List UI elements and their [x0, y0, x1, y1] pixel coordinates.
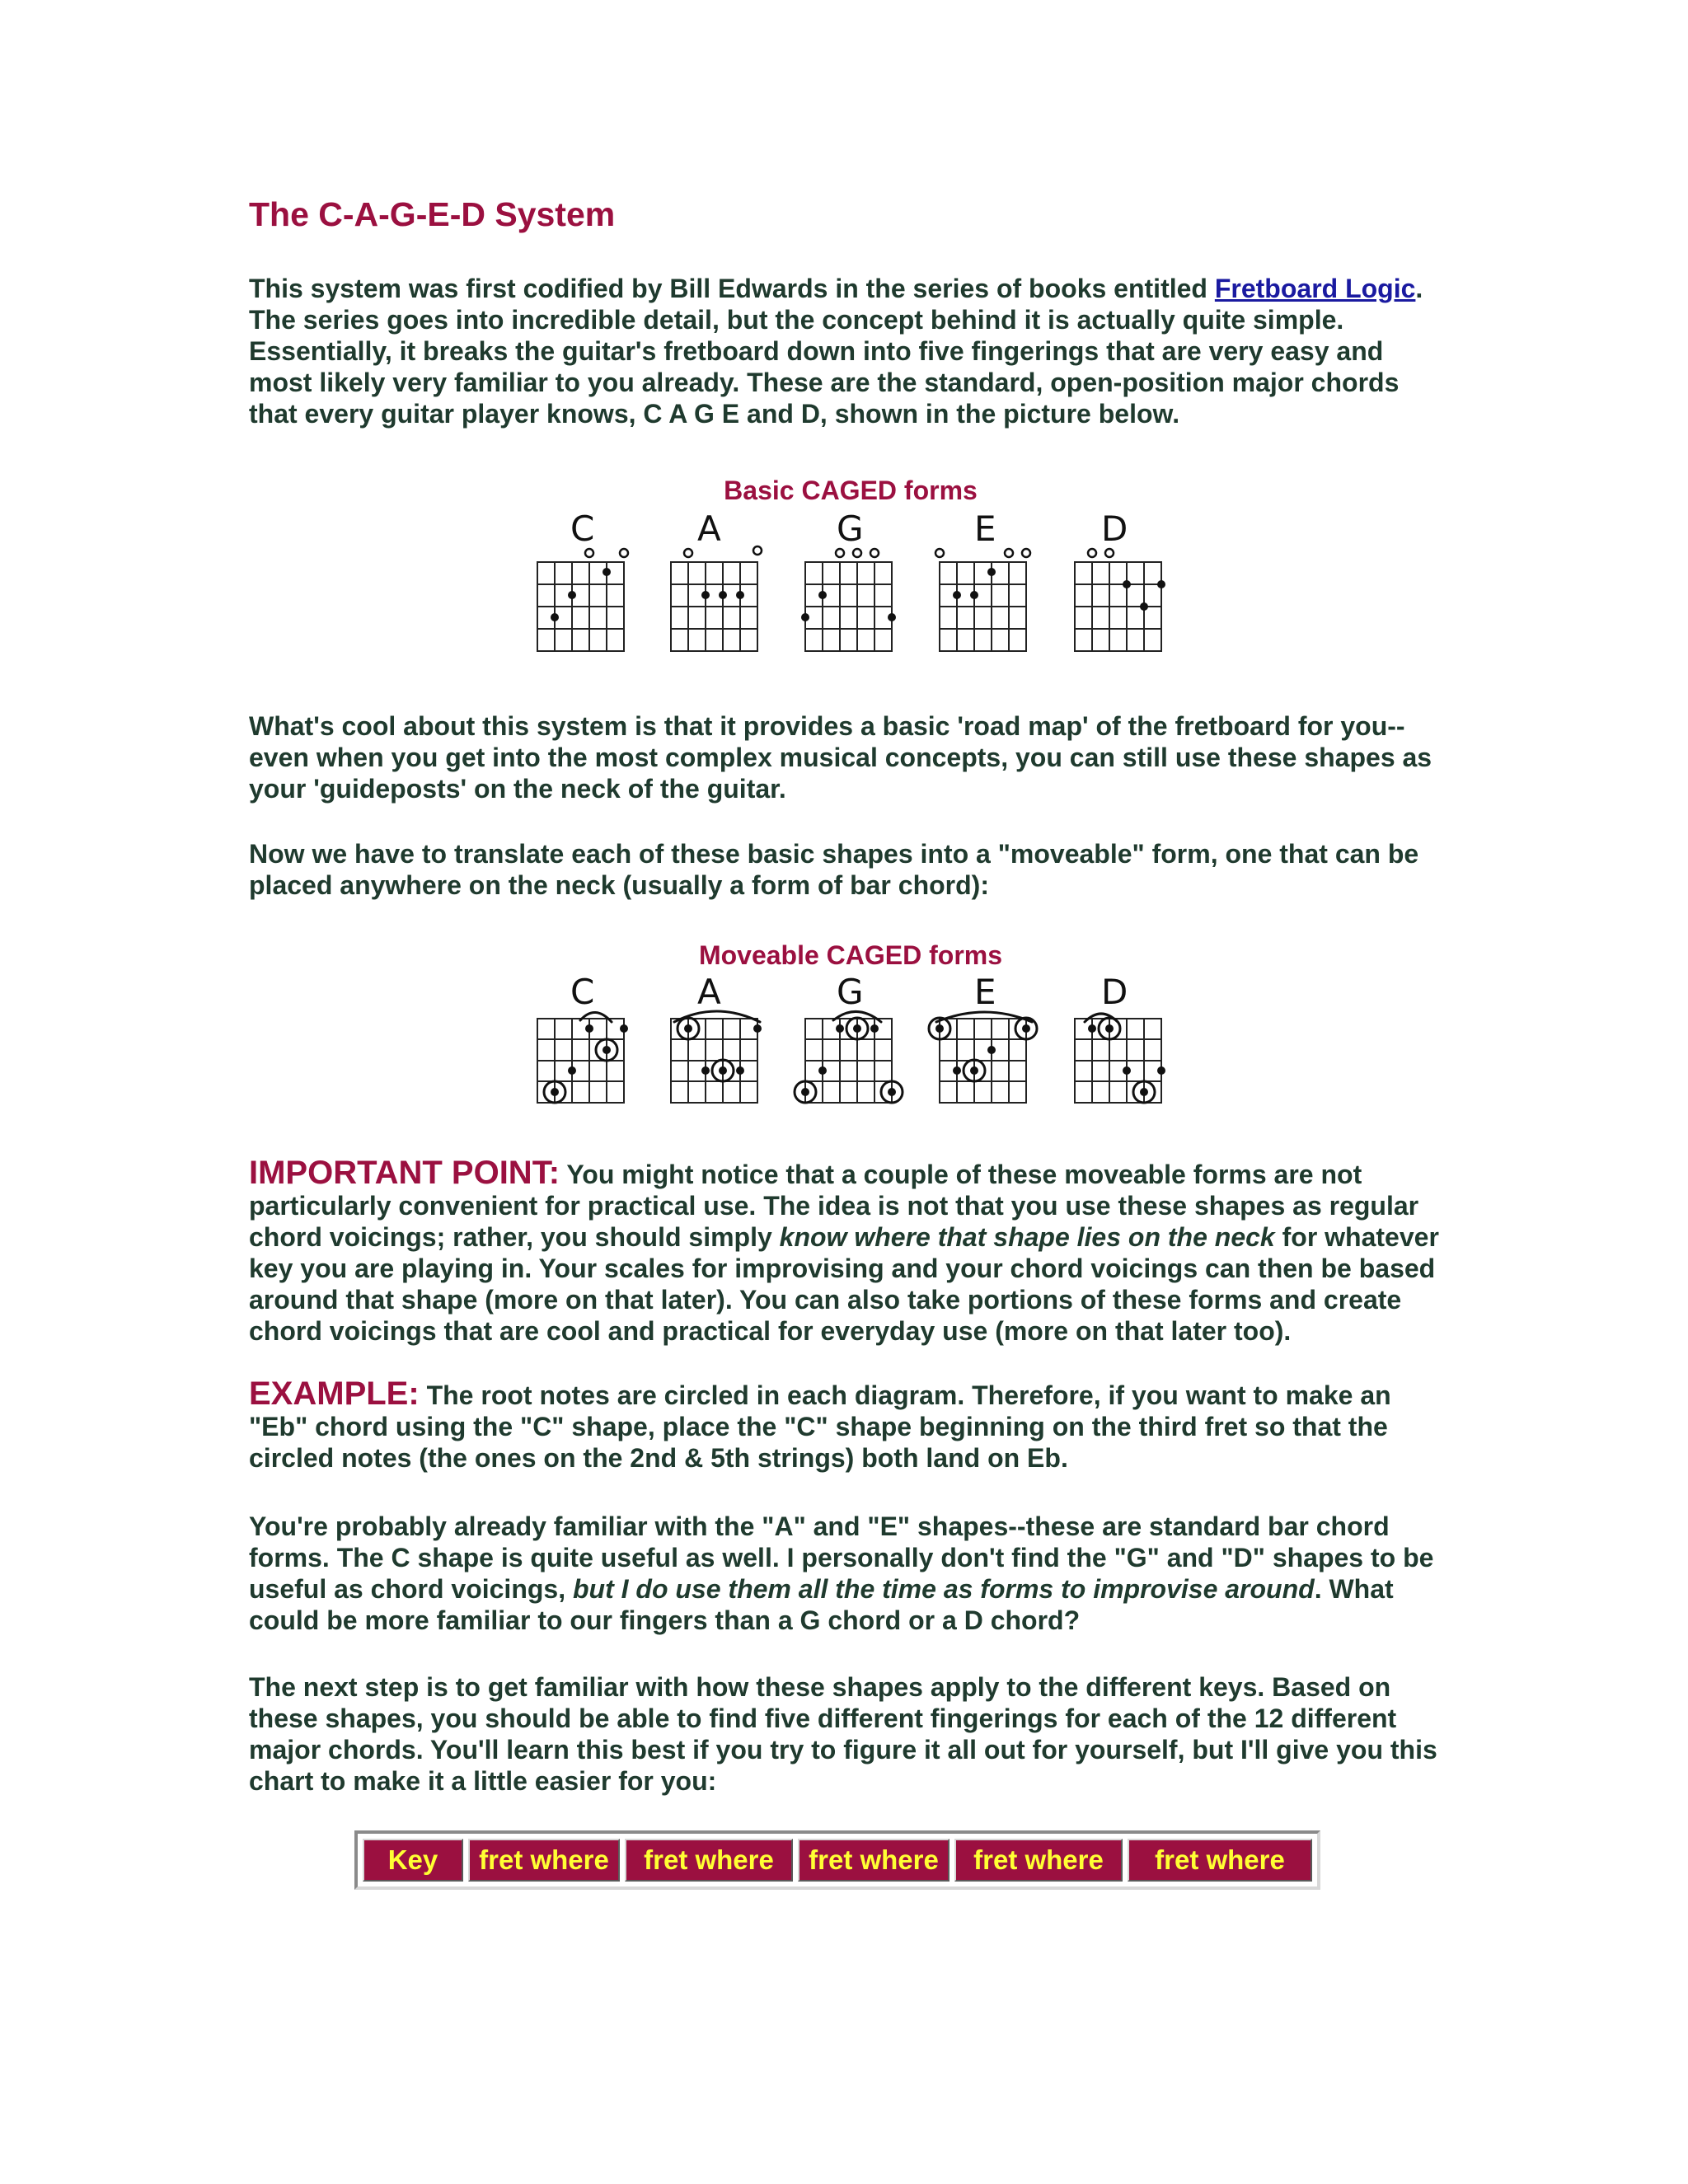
- fret-grid: [1075, 562, 1161, 651]
- familiar-shapes-paragraph: [249, 1511, 1452, 1636]
- document-page: [249, 194, 1452, 1890]
- fret-grid: [805, 562, 892, 651]
- fret-grid: [1075, 1019, 1161, 1103]
- header-fret-where-2: fret where: [625, 1839, 793, 1882]
- important-point-label: IMPORTANT POINT:: [249, 1155, 560, 1192]
- example-text: The root notes are circled in each diagram. Therefore, if you want to make an "Eb" chord using the "C" shape, place the "C" shape beginning on the third fret so that the circled notes (the ones on the 2nd & 5th strings) both land on Eb.: [249, 1380, 1391, 1474]
- moveable-e-chord-diagram: [929, 972, 1037, 1103]
- basic-forms-caption: Basic CAGED forms: [724, 476, 978, 506]
- next-step-paragraph: The next step is to get familiar with how these shapes apply to the different keys. Based on these shapes, you should be able to find five different fingerings for each of the 12 different major chords. You'll learn this best if you try to figure it all out for yourself, but I'll give you this chart to make it a little easier for you:: [249, 1672, 1437, 1797]
- moveable-d-chord-diagram: [1075, 972, 1165, 1103]
- header-fret-where-5: fret where: [1128, 1839, 1312, 1882]
- fret-grid: [805, 1019, 892, 1103]
- important-emphasis: know where that shape lies on the neck: [779, 1222, 1275, 1253]
- basic-a-chord-diagram: [671, 509, 762, 651]
- key-table-header-row: [363, 1839, 1312, 1882]
- header-fret-where-3: fret where: [798, 1839, 950, 1882]
- basic-diagram-label-a: A: [697, 509, 721, 550]
- important-text-2: for whatever key you are playing in. Your scales for improvising and your chord voicings can then be based around that shape (more on that later). You can also take portions of these forms and create chord voicings that are cool and practical for everyday use (more on that later too).: [249, 1222, 1439, 1347]
- moveable-intro-paragraph: Now we have to translate each of these basic shapes into a "moveable" form, one that can be placed anywhere on the neck (usually a form of bar chord):: [249, 839, 1419, 901]
- familiar-text-1: You're probably already familiar with the "A" and "E" shapes--these are standard bar chord forms. The C shape is quite useful as well. I personally don't find the "G" and "D" shapes to be useful as chord voicings,: [249, 1511, 1434, 1605]
- important-point-paragraph: [249, 1157, 1452, 1347]
- moveable-a-chord-diagram: [671, 972, 762, 1103]
- basic-diagram-label-c: C: [570, 509, 595, 550]
- intro-text-after: . The series goes into incredible detail, but the concept behind it is actually quite simple. Essentially, it breaks the guitar's fretboard down into five fingerings that are very easy and most likely very familiar to you already. These are the standard, open-position major chords that every guitar player knows, C A G E and D, shown in the picture below.: [249, 274, 1423, 429]
- intro-paragraph: [249, 273, 1452, 429]
- moveable-diagram-label-g: G: [837, 972, 864, 1013]
- basic-diagram-label-e: E: [974, 509, 996, 550]
- important-text-1: You might notice that a couple of these moveable forms are not particularly convenient for practical use. The idea is not that you use these shapes as regular chord voicings; rather, you should simply: [249, 1160, 1419, 1253]
- familiar-text-2: . What could be more familiar to our fingers than a G chord or a D chord?: [249, 1574, 1394, 1636]
- basic-g-chord-diagram: [801, 509, 896, 651]
- basic-caged-diagrams: [513, 506, 1189, 663]
- moveable-c-chord-diagram: [537, 972, 628, 1103]
- header-fret-where-1: fret where: [468, 1839, 620, 1882]
- basic-diagram-label-d: D: [1101, 509, 1128, 550]
- basic-c-chord-diagram: [537, 509, 628, 651]
- moveable-diagram-label-e: E: [974, 972, 996, 1013]
- fret-grid: [537, 562, 624, 651]
- fret-grid: [940, 1019, 1026, 1103]
- fret-grid: [671, 562, 757, 651]
- basic-d-chord-diagram: [1075, 509, 1165, 651]
- fret-grid: [940, 562, 1026, 651]
- moveable-diagram-label-a: A: [697, 972, 721, 1013]
- example-label: EXAMPLE:: [249, 1376, 420, 1413]
- header-fret-where-4: fret where: [954, 1839, 1123, 1882]
- intro-text-before: This system was first codified by Bill Edwards in the series of books entitled: [249, 274, 1215, 304]
- header-key: Key: [363, 1839, 463, 1882]
- key-fret-table: [354, 1830, 1320, 1890]
- page-title: The C-A-G-E-D System: [249, 195, 616, 233]
- basic-e-chord-diagram: [935, 509, 1030, 651]
- fret-grid: [671, 1019, 757, 1103]
- road-map-paragraph: What's cool about this system is that it provides a basic 'road map' of the fretboard for you--even when you get into the most complex musical concepts, you can still use these shapes as your 'guideposts' on the neck of the guitar.: [249, 711, 1432, 804]
- moveable-forms-caption: Moveable CAGED forms: [698, 940, 1003, 971]
- moveable-caged-diagrams: [513, 971, 1189, 1109]
- moveable-diagram-label-c: C: [570, 972, 595, 1013]
- example-paragraph: [249, 1378, 1452, 1474]
- familiar-emphasis: but I do use them all the time as forms to improvise around: [572, 1574, 1315, 1605]
- fretboard-logic-link[interactable]: Fretboard Logic: [1214, 274, 1416, 304]
- moveable-g-chord-diagram: [795, 972, 903, 1103]
- moveable-diagram-label-d: D: [1101, 972, 1128, 1013]
- basic-diagram-label-g: G: [837, 509, 864, 550]
